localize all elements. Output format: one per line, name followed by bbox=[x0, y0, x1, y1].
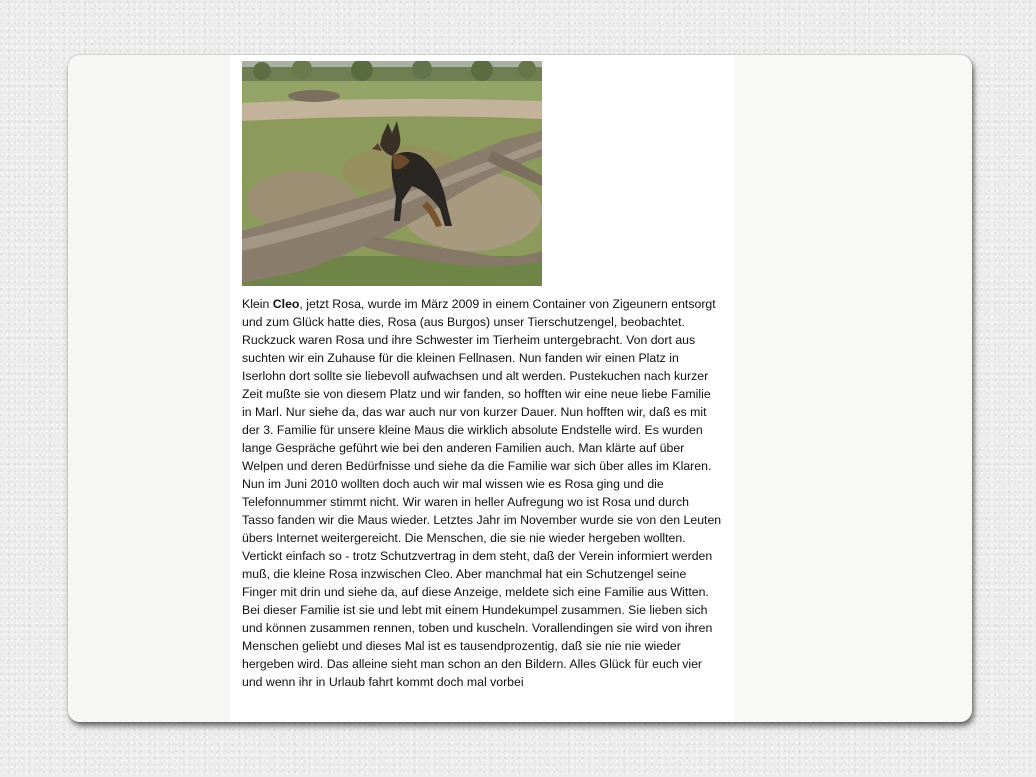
article-text bbox=[242, 295, 722, 691]
intro-prefix: Klein bbox=[242, 297, 273, 311]
dog-photo bbox=[242, 61, 542, 286]
dog-name: Cleo bbox=[272, 297, 300, 311]
article-body: , jetzt Rosa, wurde im März 2009 in einem Container von Zigeunern entsorgt und zum Glück hatte dies, Rosa (aus Burgos) unser Tierschutzengel, beobachtet. Ruckzuck waren Rosa und ihre Schwester im Tierheim untergebracht. Von dort aus suchten wir ein Zuhause für die kleinen Fellnasen. Nun fanden wir einen Platz in Iserlohn dort sollte sie liebevoll aufwachsen und alt werden. Pustekuchen nach kurzer Zeit mußte sie von diesem Platz und wir fanden, so hofften wir eine neue liebe Familie in Marl. Nur siehe da, das war auch nur von kurzer Dauer. Nun hofften wir, daß es mit der 3. Familie für unsere kleine Maus die wirklich absolute Endstelle wird. Es wurden lange Gespräche geführt wie bei den anderen Familien auch. Man klärte auf über Welpen und deren Bedürfnisse und siehe da die Familie war sich über alles im Klaren. Nun im Juni 2010 wollten doch auch wir mal wissen wie es Rosa ging und die Telefonnummer stimmt nicht. Wir waren in heller Aufregung wo ist Rosa und durch Tasso fanden wir die Maus wieder. Letztes Jahr im November wurde sie von den Leuten übers Internet weitergereicht. Die Menschen, die sie nie wieder hergeben wollten. Vertickt einfach so - trotz Schutzvertrag in dem steht, daß der Verein informiert werden muß, die kleine Rosa inzwischen Cleo. Aber manchmal hat ein Schutzengel seine Finger mit drin und siehe da, auf diese Anzeige, meldete sich eine Familie aus Witten. Bei dieser Familie ist sie und lebt mit einem Hundekumpel zusammen. Sie lieben sich und können zusammen rennen, toben und kuscheln. Vorallendingen sie wird von ihren Menschen geliebt und dieses Mal ist es tausendprozentig, daß sie nie nie wieder hergeben wird. Das alleine sieht man schon an den Bildern. Alles Glück für euch vier und wenn ihr in Urlaub fahrt kommt doch mal vorbei bbox=[242, 297, 722, 689]
dog-on-tree-image bbox=[242, 61, 542, 286]
